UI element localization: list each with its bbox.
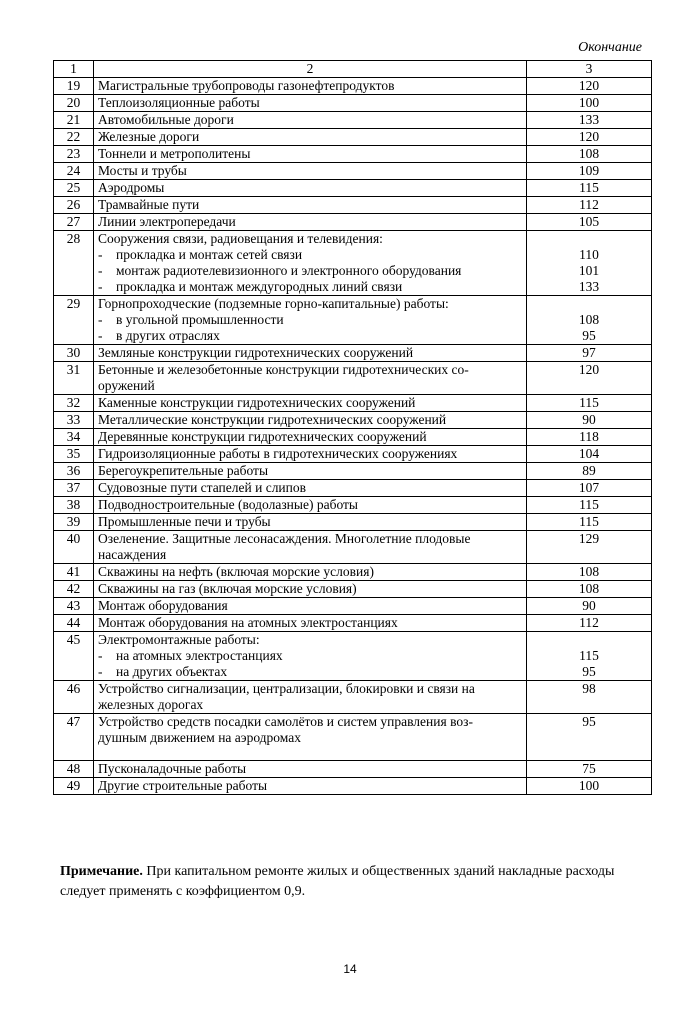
sub-item-value: 110 — [579, 247, 599, 262]
row-description — [94, 778, 527, 795]
table-row — [54, 564, 652, 581]
table-row — [54, 598, 652, 615]
table-row — [54, 129, 652, 146]
row-description — [94, 412, 527, 429]
row-number: 46 — [54, 681, 94, 714]
row-text: Другие строительные работы — [98, 778, 268, 793]
row-text: Устройство средств посадки самолётов и систем управления воз- — [98, 714, 473, 729]
sub-item — [98, 263, 522, 279]
row-description — [94, 531, 527, 564]
row-description — [94, 296, 527, 345]
row-number: 36 — [54, 463, 94, 480]
row-value — [527, 395, 652, 412]
row-text: Озеленение. Защитные лесонасаждения. Многолетние плодовые — [98, 531, 471, 546]
continuation-label: Окончание — [578, 40, 642, 55]
list-dash: - — [98, 664, 103, 679]
value-text: 100 — [578, 95, 600, 110]
row-value — [527, 214, 652, 231]
row-number: 48 — [54, 761, 94, 778]
value-text: 89 — [582, 463, 596, 478]
sub-item-text: на атомных электростанциях — [116, 648, 283, 663]
table-row — [54, 78, 652, 95]
row-value — [527, 463, 652, 480]
row-number: 33 — [54, 412, 94, 429]
note-paragraph — [60, 862, 660, 902]
row-text: Трамвайные пути — [98, 197, 200, 212]
row-number: 34 — [54, 429, 94, 446]
sub-item — [98, 312, 522, 328]
table-row — [54, 214, 652, 231]
row-text-continued: оружений — [98, 378, 155, 393]
table-row — [54, 463, 652, 480]
row-value — [527, 231, 652, 296]
row-number: 38 — [54, 497, 94, 514]
list-dash: - — [98, 648, 103, 663]
row-number: 20 — [54, 95, 94, 112]
row-text: Гидроизоляционные работы в гидротехнических сооружениях — [98, 446, 458, 461]
row-value — [527, 581, 652, 598]
table-row — [54, 681, 652, 714]
table-row — [54, 345, 652, 362]
value-text: 115 — [579, 180, 599, 195]
row-description — [94, 463, 527, 480]
table-row — [54, 412, 652, 429]
table-row — [54, 163, 652, 180]
row-text: Мосты и трубы — [98, 163, 187, 178]
page-number: 14 — [343, 962, 357, 976]
table-row — [54, 615, 652, 632]
value-text: 108 — [578, 581, 600, 596]
list-dash: - — [98, 312, 103, 327]
table-row — [54, 632, 652, 681]
row-text: Земляные конструкции гидротехнических сооружений — [98, 345, 414, 360]
row-number: 27 — [54, 214, 94, 231]
overhead-rates-table — [53, 60, 652, 795]
row-number: 37 — [54, 480, 94, 497]
row-value — [527, 78, 652, 95]
table-row — [54, 296, 652, 345]
row-text: Каменные конструкции гидротехнических сооружений — [98, 395, 416, 410]
row-number: 35 — [54, 446, 94, 463]
row-description — [94, 214, 527, 231]
row-number: 47 — [54, 714, 94, 761]
row-number: 41 — [54, 564, 94, 581]
sub-item-text: прокладка и монтаж сетей связи — [116, 247, 303, 262]
table-row — [54, 581, 652, 598]
value-text: 115 — [579, 514, 599, 529]
value-text: 120 — [578, 362, 600, 377]
row-number: 21 — [54, 112, 94, 129]
sub-item-value: 115 — [579, 648, 599, 663]
row-description — [94, 146, 527, 163]
row-text: Бетонные и железобетонные конструкции гидротехнических со- — [98, 362, 469, 377]
row-number: 23 — [54, 146, 94, 163]
row-number: 49 — [54, 778, 94, 795]
row-description — [94, 564, 527, 581]
row-description — [94, 78, 527, 95]
row-value — [527, 296, 652, 345]
row-value — [527, 180, 652, 197]
row-value — [527, 564, 652, 581]
row-text-continued: душным движением на аэродромах — [98, 730, 301, 745]
list-dash: - — [98, 279, 103, 294]
row-description — [94, 598, 527, 615]
row-number: 28 — [54, 231, 94, 296]
row-description — [94, 632, 527, 681]
table-row — [54, 531, 652, 564]
row-description — [94, 345, 527, 362]
row-value — [527, 412, 652, 429]
sub-item — [98, 648, 522, 664]
table-row — [54, 778, 652, 795]
row-description — [94, 497, 527, 514]
row-number: 19 — [54, 78, 94, 95]
row-value — [527, 497, 652, 514]
row-value — [527, 129, 652, 146]
list-dash: - — [98, 263, 103, 278]
table-row — [54, 395, 652, 412]
row-description — [94, 395, 527, 412]
row-description — [94, 681, 527, 714]
row-text: Магистральные трубопроводы газонефтепродуктов — [98, 78, 395, 93]
table-row — [54, 497, 652, 514]
row-description — [94, 761, 527, 778]
table-row — [54, 362, 652, 395]
row-value — [527, 778, 652, 795]
row-text: Деревянные конструкции гидротехнических сооружений — [98, 429, 427, 444]
row-number: 24 — [54, 163, 94, 180]
row-number: 45 — [54, 632, 94, 681]
table-body — [54, 61, 652, 795]
value-text: 98 — [582, 681, 596, 696]
value-text: 115 — [579, 497, 599, 512]
row-text-continued: насаждения — [98, 547, 167, 562]
sub-item-value: 95 — [582, 328, 596, 343]
value-text: 109 — [578, 163, 600, 178]
sub-item-value: 95 — [582, 664, 596, 679]
row-value — [527, 345, 652, 362]
row-description — [94, 180, 527, 197]
sub-item — [98, 247, 522, 263]
value-text: 95 — [582, 714, 596, 729]
value-text: 100 — [578, 778, 600, 793]
table-row — [54, 429, 652, 446]
value-text: 112 — [579, 197, 599, 212]
row-text: Судовозные пути стапелей и слипов — [98, 480, 307, 495]
row-text: Аэродромы — [98, 180, 165, 195]
row-value — [527, 761, 652, 778]
sub-item — [98, 664, 522, 680]
table-row — [54, 112, 652, 129]
value-text: 120 — [578, 78, 600, 93]
row-number: 31 — [54, 362, 94, 395]
header-col-name: 2 — [94, 61, 527, 78]
row-description — [94, 581, 527, 598]
value-text: 90 — [582, 598, 596, 613]
row-text: Пусконаладочные работы — [98, 761, 247, 776]
value-text: 118 — [579, 429, 599, 444]
table-row — [54, 514, 652, 531]
value-text: 133 — [578, 112, 600, 127]
row-value — [527, 446, 652, 463]
value-text: 112 — [579, 615, 599, 630]
row-text: Электромонтажные работы: — [98, 632, 260, 647]
value-text: 107 — [578, 480, 600, 495]
row-value — [527, 598, 652, 615]
row-text: Устройство сигнализации, централизации, блокировки и связи на — [98, 681, 475, 696]
row-text: Подводностроительные (водолазные) работы — [98, 497, 358, 512]
row-text: Монтаж оборудования на атомных электростанциях — [98, 615, 398, 630]
value-text: 120 — [578, 129, 600, 144]
row-value — [527, 615, 652, 632]
sub-item-value: 133 — [578, 279, 600, 294]
table-row — [54, 761, 652, 778]
row-text: Сооружения связи, радиовещания и телевидения: — [98, 231, 383, 246]
table-row — [54, 231, 652, 296]
row-text: Промышленные печи и трубы — [98, 514, 271, 529]
sub-item-text: прокладка и монтаж междугородных линий связи — [116, 279, 403, 294]
row-value — [527, 632, 652, 681]
row-text: Железные дороги — [98, 129, 200, 144]
row-text: Скважины на газ (включая морские условия) — [98, 581, 357, 596]
row-number: 44 — [54, 615, 94, 632]
row-value — [527, 362, 652, 395]
header-col-number: 1 — [54, 61, 94, 78]
table-row — [54, 714, 652, 761]
note-text: При капитальном ремонте жилых и общественных зданий накладные расходы следует применять с коэффициентом 0,9. — [60, 864, 615, 899]
note-label: Примечание. — [60, 864, 143, 879]
row-value — [527, 197, 652, 214]
sub-item — [98, 279, 522, 295]
table-header-row — [54, 61, 652, 78]
row-text: Автомобильные дороги — [98, 112, 234, 127]
row-value — [527, 480, 652, 497]
row-value — [527, 163, 652, 180]
row-number: 42 — [54, 581, 94, 598]
row-number: 30 — [54, 345, 94, 362]
value-text: 108 — [578, 564, 600, 579]
row-number: 40 — [54, 531, 94, 564]
row-text: Берегоукрепительные работы — [98, 463, 269, 478]
sub-item-text: в угольной промышленности — [116, 312, 284, 327]
row-description — [94, 514, 527, 531]
row-description — [94, 231, 527, 296]
sub-item-text: в других отраслях — [116, 328, 220, 343]
row-text-continued: железных дорогах — [98, 697, 204, 712]
row-description — [94, 480, 527, 497]
row-value — [527, 714, 652, 761]
row-text: Линии электропередачи — [98, 214, 236, 229]
row-text: Теплоизоляционные работы — [98, 95, 260, 110]
row-description — [94, 112, 527, 129]
row-number: 25 — [54, 180, 94, 197]
row-text: Горнопроходческие (подземные горно-капитальные) работы: — [98, 296, 449, 311]
row-description — [94, 446, 527, 463]
value-text: 104 — [578, 446, 600, 461]
row-number: 26 — [54, 197, 94, 214]
value-text: 115 — [579, 395, 599, 410]
row-number: 43 — [54, 598, 94, 615]
row-value — [527, 112, 652, 129]
sub-item-text: монтаж радиотелевизионного и электронного оборудования — [116, 263, 462, 278]
row-value — [527, 681, 652, 714]
row-description — [94, 615, 527, 632]
row-description — [94, 163, 527, 180]
row-description — [94, 197, 527, 214]
value-text: 90 — [582, 412, 596, 427]
value-text: 108 — [578, 146, 600, 161]
table-row — [54, 446, 652, 463]
header-col-value: 3 — [527, 61, 652, 78]
row-description — [94, 129, 527, 146]
row-number: 39 — [54, 514, 94, 531]
row-value — [527, 429, 652, 446]
sub-item — [98, 328, 522, 344]
row-description — [94, 714, 527, 761]
row-number: 32 — [54, 395, 94, 412]
row-text: Скважины на нефть (включая морские условия) — [98, 564, 374, 579]
list-dash: - — [98, 247, 103, 262]
value-text: 129 — [578, 531, 600, 546]
row-description — [94, 362, 527, 395]
table-row — [54, 480, 652, 497]
value-text: 97 — [582, 345, 596, 360]
list-dash: - — [98, 328, 103, 343]
table-row — [54, 146, 652, 163]
table-row — [54, 95, 652, 112]
row-value — [527, 514, 652, 531]
value-text: 75 — [582, 761, 596, 776]
row-text: Металлические конструкции гидротехнических сооружений — [98, 412, 447, 427]
row-description — [94, 95, 527, 112]
row-number: 22 — [54, 129, 94, 146]
sub-item-value: 108 — [578, 312, 600, 327]
row-value — [527, 146, 652, 163]
row-text: Монтаж оборудования — [98, 598, 228, 613]
table-row — [54, 180, 652, 197]
row-text: Тоннели и метрополитены — [98, 146, 251, 161]
value-text: 105 — [578, 214, 600, 229]
row-number: 29 — [54, 296, 94, 345]
table-row — [54, 197, 652, 214]
sub-item-text: на других объектах — [116, 664, 228, 679]
row-description — [94, 429, 527, 446]
row-value — [527, 531, 652, 564]
row-value — [527, 95, 652, 112]
sub-item-value: 101 — [578, 263, 600, 278]
